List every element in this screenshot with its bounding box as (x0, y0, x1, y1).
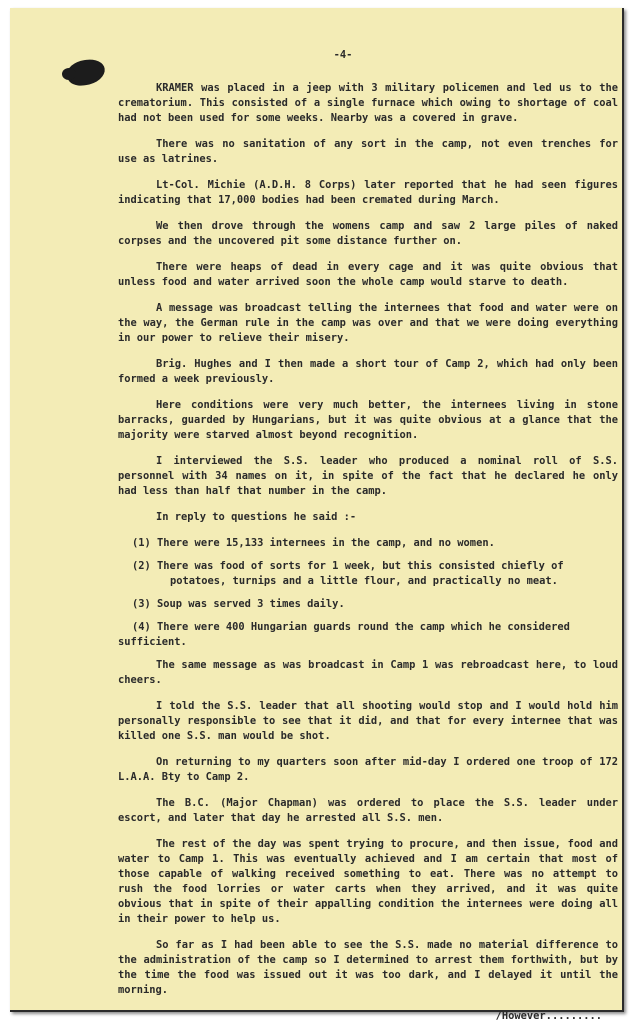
paragraph: The B.C. (Major Chapman) was ordered to place the S.S. leader under escort, and later that day he arrested all S.S. men. (118, 797, 618, 824)
paragraph: The same message as was broadcast in Camp 1 was rebroadcast here, to loud cheers. (118, 659, 618, 686)
paragraph: I interviewed the S.S. leader who produced a nominal roll of S.S. personnel with 34 names on it, in spite of the fact that he declared he only had less than half that number in the camp. (118, 455, 618, 497)
paragraph: So far as I had been able to see the S.S. made no material difference to the administration of the camp so I determined to arrest them forthwith, but by the time the food was issued out it was too dark, and I delayed it until the morning. (118, 939, 618, 996)
paragraph: There was no sanitation of any sort in the camp, not even trenches for use as latrines. (118, 138, 618, 165)
document-page (10, 8, 624, 1022)
list-item: (3) Soup was served 3 times daily. (132, 598, 345, 610)
paragraph: KRAMER was placed in a jeep with 3 military policemen and led us to the crematorium. This consisted of a single furnace which owing to shortage of coal had not been used for some weeks. Nearby was a covered in grave. (118, 82, 618, 124)
punch-hole-edge (62, 68, 76, 80)
paragraph: On returning to my quarters soon after mid-day I ordered one troop of 172 L.A.A. Bty to Camp 2. (118, 756, 618, 783)
paragraph: Brig. Hughes and I then made a short tour of Camp 2, which had only been formed a week previously. (118, 358, 618, 385)
list-item: (1) There were 15,133 internees in the camp, and no women. (132, 537, 495, 549)
page-number: -4- (333, 49, 353, 61)
list-item: (2) There was food of sorts for 1 week, but this consisted chiefly of potatoes, turnips and a little flour, and practically no meat. (132, 560, 564, 587)
paragraph: A message was broadcast telling the internees that food and water were on the way, the German rule in the camp was over and that we were doing everything in our power to relieve their misery. (118, 302, 618, 344)
paragraph: Lt-Col. Michie (A.D.H. 8 Corps) later reported that he had seen figures indicating that 17,000 bodies had been cremated during March. (118, 179, 618, 206)
continuation-marker: /However......... (495, 1010, 602, 1022)
paragraph: I told the S.S. leader that all shooting would stop and I would hold him personally responsible to see that it did, and that for every internee that was killed one S.S. man would be shot. (118, 700, 618, 742)
paragraph: There were heaps of dead in every cage and it was quite obvious that unless food and water arrived soon the whole camp would starve to death. (118, 261, 618, 288)
paragraph: We then drove through the womens camp and saw 2 large piles of naked corpses and the uncovered pit some distance further on. (118, 220, 618, 247)
document-body (118, 48, 618, 1024)
list-item: (4) There were 400 Hungarian guards round the camp which he considered sufficient. (118, 621, 570, 648)
paragraph: The rest of the day was spent trying to procure, and then issue, food and water to Camp 1. This was eventually achieved and I am certain that most of those capable of walking received something to eat. There was no attempt to rush the food lorries or water carts when they arrived, and it was quite obvious that in spite of their appalling condition the internees were doing all in their power to help us. (118, 838, 618, 925)
paragraph: In reply to questions he said :- (156, 511, 357, 523)
paragraph: Here conditions were very much better, the internees living in stone barracks, guarded by Hungarians, but it was quite obvious at a glance that the majority were starved almost beyond recognition. (118, 399, 618, 441)
